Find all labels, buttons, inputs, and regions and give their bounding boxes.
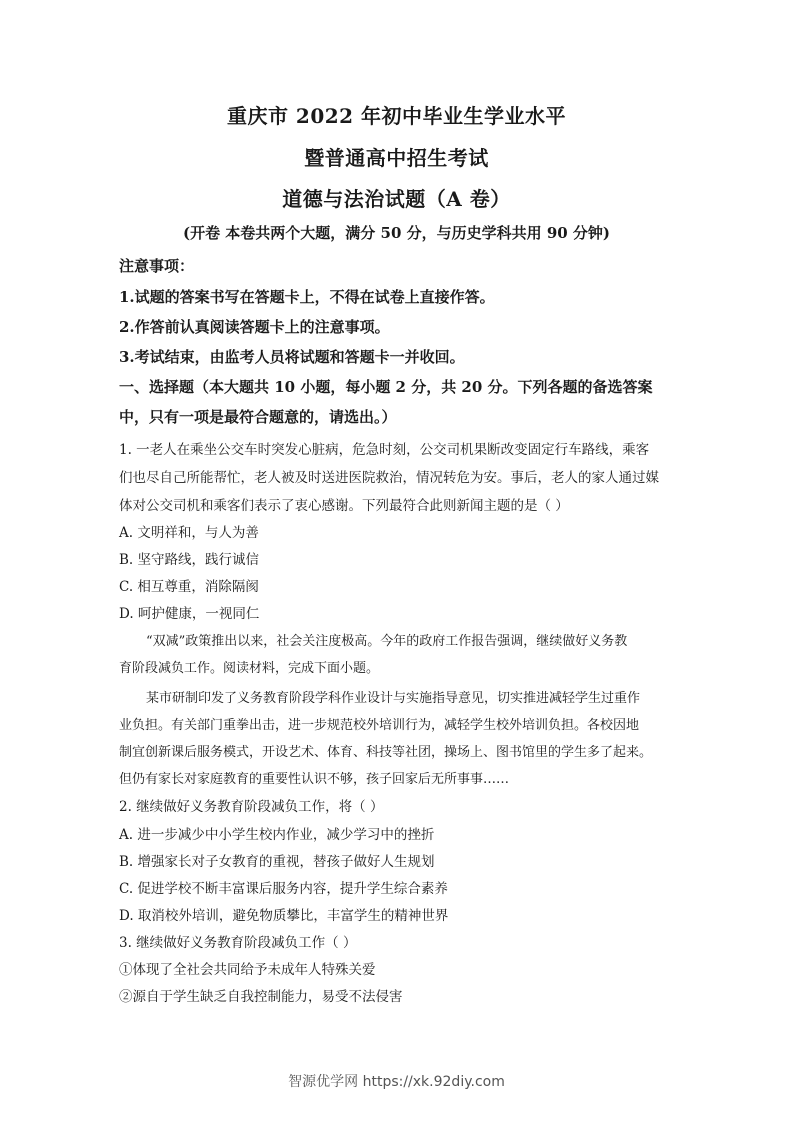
notice-item: 1.试题的答案书写在答题卡上，不得在试卷上直接作答。 bbox=[119, 288, 495, 306]
exam-title-line3: 道德与法治试题（A 卷） bbox=[282, 187, 511, 211]
q1-option-c: C. 相互尊重，消除隔阂 bbox=[119, 579, 259, 595]
notice-item: 2.作答前认真阅读答题卡上的注意事项。 bbox=[119, 318, 390, 336]
q1-stem-line: 1. 一老人在乘坐公交车时突发心脏病，危急时刻，公交司机果断改变固定行车路线，乘客 bbox=[119, 442, 650, 458]
q2-option-b: B. 增强家长对子女教育的重视，替孩子做好人生规划 bbox=[119, 854, 435, 870]
notice-heading: 注意事项： bbox=[119, 257, 195, 275]
q2-option-c: C. 促进学校不断丰富课后服务内容，提升学生综合素养 bbox=[119, 881, 448, 897]
q2-option-a: A. 进一步减少中小学生校内作业，减少学习中的挫折 bbox=[119, 827, 435, 843]
exam-note: (开卷 本卷共两个大题，满分 50 分，与历史学科共用 90 分钟) bbox=[182, 224, 611, 242]
q1-option-a: A. 文明祥和，与人为善 bbox=[119, 525, 259, 541]
q3-item-2: ②源自于学生缺乏自我控制能力，易受不法侵害 bbox=[119, 989, 403, 1005]
intro-line: 育阶段减负工作。阅读材料，完成下面小题。 bbox=[119, 661, 380, 676]
q1-stem-line: 体对公交司机和乘客们表示了衷心感谢。下列最符合此则新闻主题的是（ ） bbox=[119, 498, 569, 514]
material-line: 某市研制印发了义务教育阶段学科作业设计与实施指导意见，切实推进减轻学生过重作 bbox=[146, 691, 641, 706]
exam-title-line2: 暨普通高中招生考试 bbox=[304, 146, 489, 170]
section-heading-cont: 中，只有一项是最符合题意的，请选出。） bbox=[119, 408, 397, 426]
q3-stem: 3. 继续做好义务教育阶段减负工作（ ） bbox=[119, 935, 357, 951]
q3-item-1: ①体现了全社会共同给予未成年人特殊关爱 bbox=[119, 962, 376, 978]
section-heading: 一、选择题（本大题共 10 小题，每小题 2 分，共 20 分。下列各题的备选答案 bbox=[119, 378, 653, 396]
q1-option-d: D. 呵护健康，一视同仁 bbox=[119, 606, 260, 622]
material-line: 但仍有家长对家庭教育的重要性认识不够，孩子回家后无所事事…… bbox=[119, 772, 510, 787]
q2-stem: 2. 继续做好义务教育阶段减负工作，将（ ） bbox=[119, 799, 384, 815]
material-line: 业负担。有关部门重拳出击，进一步规范校外培训行为，减轻学生校外培训负担。各校因地 bbox=[119, 718, 640, 733]
q1-option-b: B. 坚守路线，践行诚信 bbox=[119, 552, 260, 568]
exam-title-line1: 重庆市 2022 年初中毕业生学业水平 bbox=[226, 104, 567, 128]
notice-item: 3.考试结束，由监考人员将试题和答题卡一并收回。 bbox=[119, 348, 465, 366]
q2-option-d: D. 取消校外培训，避免物质攀比，丰富学生的精神世界 bbox=[119, 908, 449, 924]
footer-watermark: 智源优学网 https://xk.92diy.com bbox=[288, 1074, 505, 1090]
intro-line: “双减”政策推出以来，社会关注度极高。今年的政府工作报告强调，继续做好义务教 bbox=[146, 634, 628, 649]
q1-stem-line: 们也尽自己所能帮忙，老人被及时送进医院救治，情况转危为安。事后，老人的家人通过媒 bbox=[119, 470, 659, 486]
material-line: 制宜创新课后服务模式，开设艺术、体育、科技等社团，操场上、图书馆里的学生多了起来。 bbox=[119, 745, 653, 760]
